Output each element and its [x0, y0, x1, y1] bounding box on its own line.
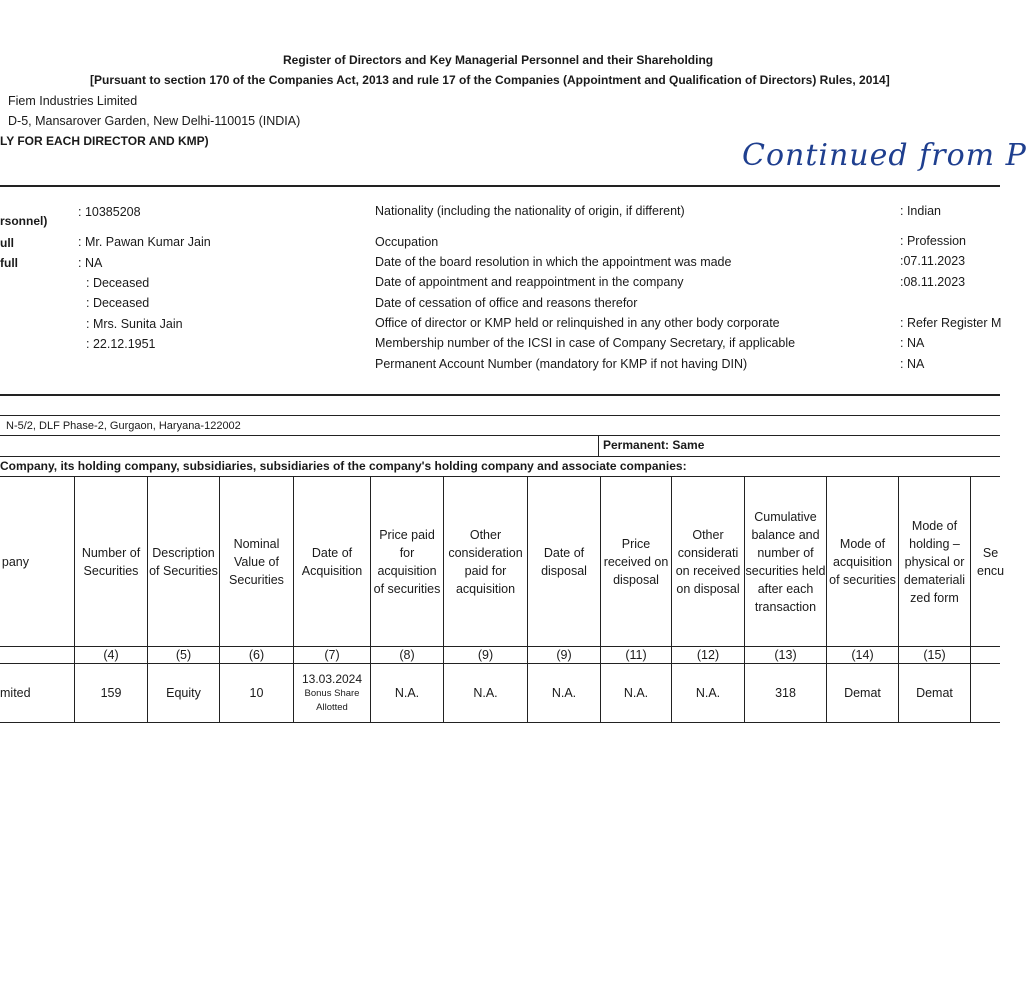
header-description: Description of Securities [149, 545, 218, 578]
handwritten-note: Continued from P [742, 138, 1027, 173]
detail-label: Nationality (including the nationality of origin, if different) [375, 204, 685, 218]
col-number: (8) [399, 648, 415, 662]
cell-nominal: 10 [249, 686, 264, 700]
col-number: (11) [625, 648, 647, 662]
cell-mode-acquisition: Demat [844, 686, 881, 700]
col-number: (15) [923, 648, 946, 662]
detail-label: rsonnel) [0, 214, 48, 228]
cell-date-of-acquisition [294, 664, 370, 722]
detail-label: Date of the board resolution in which the appointment was made [375, 255, 732, 269]
detail-value: : NA [78, 256, 103, 270]
detail-label: Membership number of the ICSI in case of Company Secretary, if applicable [375, 336, 796, 350]
header-company: pany [1, 554, 29, 569]
detail-value: :07.11.2023 [900, 254, 966, 268]
detail-value: : Refer Register M [900, 316, 1002, 330]
permanent-address: Permanent: Same [603, 438, 705, 452]
detail-value: :08.11.2023 [900, 275, 966, 289]
header-date-of-acquisition: Date of Acquisition [301, 545, 363, 578]
table-line [0, 722, 1000, 723]
detail-value: : Deceased [86, 276, 150, 290]
present-address: N-5/2, DLF Phase-2, Gurgaon, Haryana-122002 [6, 420, 241, 432]
detail-label: Occupation [375, 235, 439, 249]
cell-other-paid: N.A. [473, 686, 498, 700]
address-bottom-line [0, 456, 1000, 457]
cell-other-received: N.A. [695, 686, 721, 700]
detail-label: Date of cessation of office and reasons therefor [375, 296, 638, 310]
acquisition-note: Allotted [316, 702, 348, 713]
detail-value: : Deceased [86, 296, 150, 310]
col-number: (7) [324, 648, 340, 662]
header-date-of-disposal: Date of disposal [541, 545, 587, 578]
cell-description: Equity [166, 686, 201, 700]
details-divider [0, 394, 1000, 396]
header-other-consideration-received: Other considerati on received on disposal [675, 527, 741, 596]
col-number: (14) [851, 648, 874, 662]
detail-value: : Mr. Pawan Kumar Jain [78, 235, 211, 249]
detail-value: : 10385208 [78, 205, 141, 219]
col-number: (12) [696, 648, 720, 662]
address-top-line [0, 415, 1000, 416]
company-name: Fiem Industries Limited [8, 94, 138, 108]
header-mode-of-holding: Mode of holding – physical or demateriali zed form [903, 518, 966, 605]
detail-value: : Mrs. Sunita Jain [86, 317, 183, 331]
register-subtitle: [Pursuant to section 170 of the Companies Act, 2013 and rule 17 of the Companies (Appointment and Qualification of Directors) Rules, 2014] [90, 73, 890, 87]
detail-label: full [0, 256, 18, 270]
cell-cumulative: 318 [775, 686, 796, 700]
date-of-acquisition: 13.03.2024 [301, 672, 363, 686]
detail-label: Permanent Account Number (mandatory for KMP if not having DIN) [375, 357, 748, 371]
header-nominal-value: Nominal Value of Securities [229, 536, 284, 587]
cell-number: 159 [100, 686, 122, 700]
header-mode-of-acquisition: Mode of acquisition of securities [829, 536, 896, 587]
col-number: (13) [774, 648, 797, 662]
detail-label: Office of director or KMP held or relinquished in any other body corporate [375, 316, 780, 330]
shareholding-title: Company, its holding company, subsidiaries, subsidiaries of the company's holding company and associate companies: [0, 459, 687, 473]
header-number-of-securities: Number of Securities [81, 545, 141, 578]
detail-label: ull [0, 236, 14, 250]
top-divider [0, 185, 1000, 187]
detail-value: : 22.12.1951 [86, 337, 156, 351]
header-price-received: Price received on disposal [603, 536, 669, 587]
cell-mode-holding: Demat [916, 686, 953, 700]
col-number: (6) [248, 648, 265, 662]
register-title: Register of Directors and Key Managerial Personnel and their Shareholding [283, 53, 714, 67]
company-address: D-5, Mansarover Garden, New Delhi-110015 (INDIA) [8, 114, 301, 128]
cell-date-disposal: N.A. [551, 686, 577, 700]
col-number: (9) [477, 648, 494, 662]
address-separator [598, 435, 599, 456]
address-mid-line [0, 435, 1000, 436]
detail-value: : Indian [900, 204, 942, 218]
detail-value: : NA [900, 336, 925, 350]
cell-price-paid: N.A. [394, 686, 420, 700]
header-other-consideration-paid: Other consideration paid for acquisition [448, 527, 523, 596]
col-number: (4) [103, 648, 119, 662]
header-encumbrance: Se encu [977, 545, 1005, 578]
header-price-paid: Price paid for acquisition of securities [373, 527, 441, 596]
header-cumulative-balance: Cumulative balance and number of securities held after each transaction [745, 509, 826, 614]
detail-value: : NA [900, 357, 925, 371]
col-number: (5) [175, 648, 192, 662]
acquisition-note: Bonus Share [304, 688, 360, 699]
cell-company: mited [0, 686, 31, 700]
section-label: LY FOR EACH DIRECTOR AND KMP) [0, 134, 209, 148]
detail-value: : Profession [900, 234, 967, 248]
col-number: (9) [556, 648, 572, 662]
cell-price-received: N.A. [623, 686, 649, 700]
detail-label: Date of appointment and reappointment in the company [375, 275, 684, 289]
